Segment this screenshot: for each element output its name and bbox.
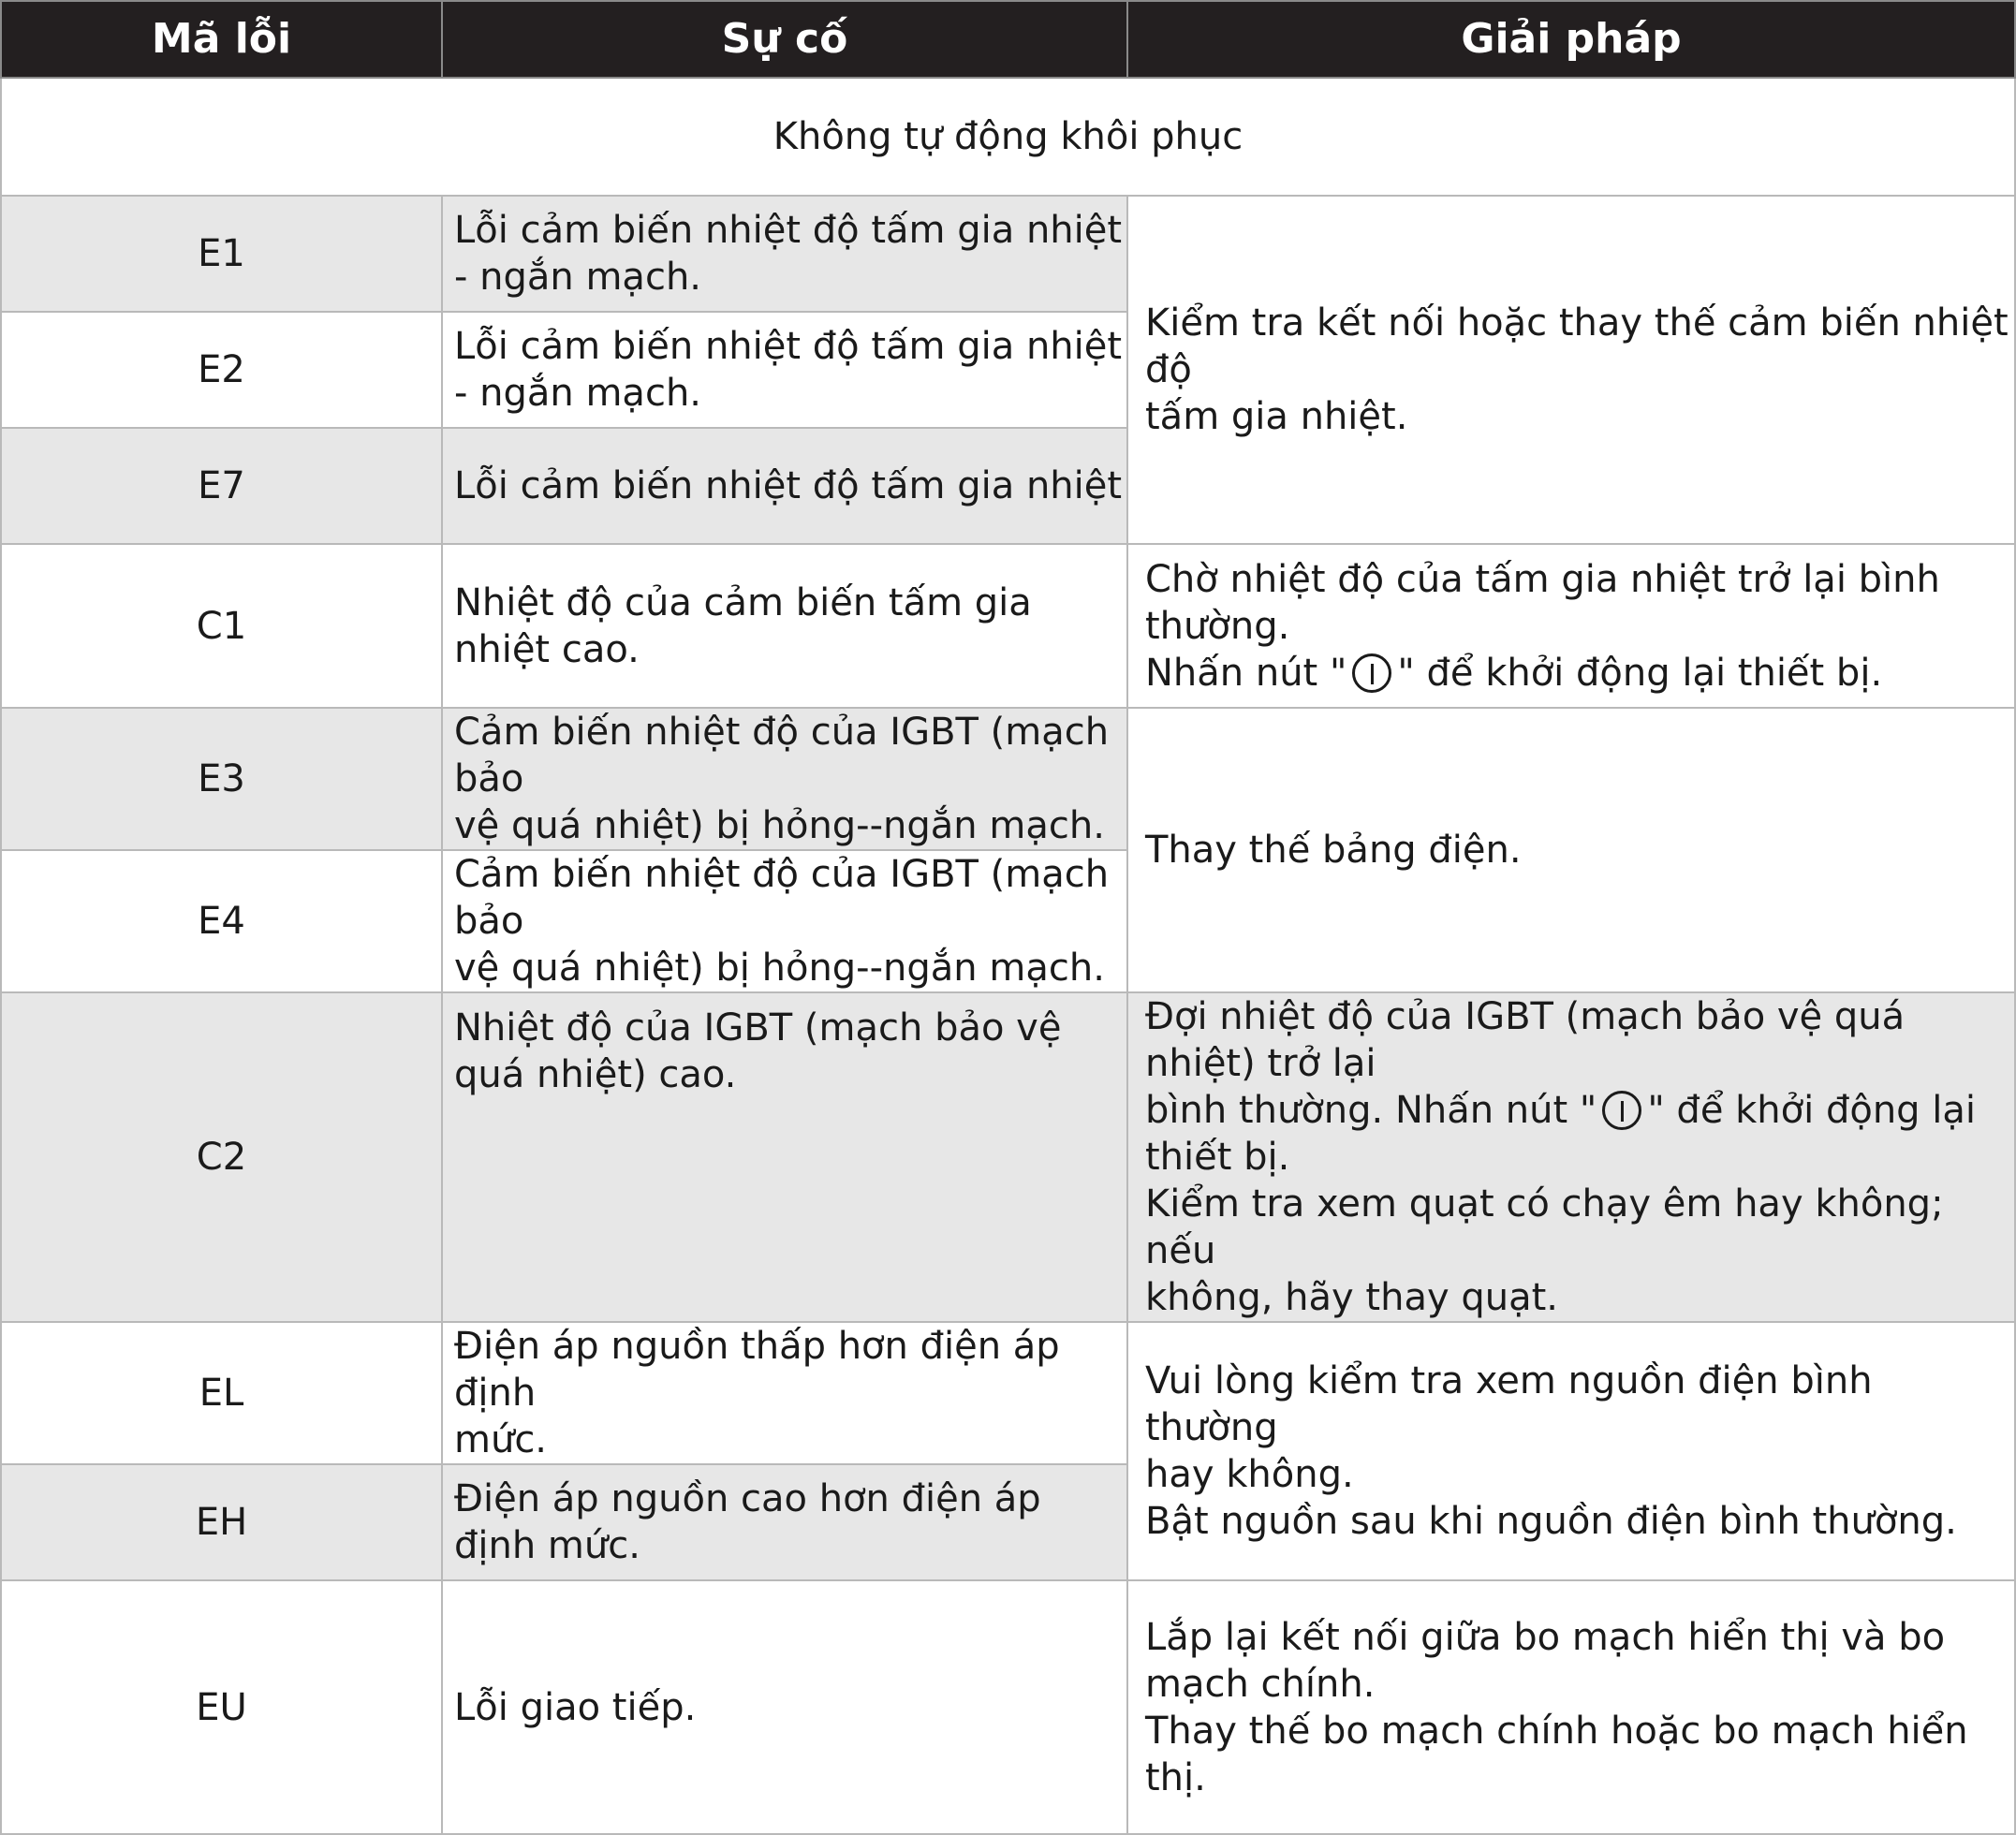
solution-line: Nhấn nút "	[1145, 651, 1347, 695]
solution-line: Bật nguồn sau khi nguồn điện bình thường.	[1145, 1500, 1957, 1543]
table-row	[1, 708, 2015, 850]
issue-text: Lỗi cảm biến nhiệt độ tấm gia nhiệt - ngắn mạch.	[442, 196, 1127, 312]
solution-line: không, hãy thay quạt.	[1145, 1276, 1558, 1319]
solution-line: Kiểm tra kết nối hoặc thay thế cảm biến nhiệt độ	[1145, 301, 2009, 391]
solution-line: Vui lòng kiểm tra xem nguồn điện bình thường	[1145, 1359, 1873, 1449]
error-code: EL	[1, 1322, 442, 1464]
solution-line: Thay thế bo mạch chính hoặc bo mạch hiển thị.	[1145, 1709, 1968, 1799]
error-code: EU	[1, 1580, 442, 1834]
issue-text: Cảm biến nhiệt độ của IGBT (mạch bảo vệ quá nhiệt) bị hỏng--ngắn mạch.	[442, 850, 1127, 992]
issue-text: Lỗi cảm biến nhiệt độ tấm gia nhiệt	[442, 428, 1127, 544]
error-code: E3	[1, 708, 442, 850]
solution-line: Kiểm tra xem quạt có chạy êm hay không; nếu	[1145, 1182, 1944, 1272]
solution-line: Lắp lại kết nối giữa bo mạch hiển thị và bo mạch chính.	[1145, 1615, 1946, 1706]
error-code: E4	[1, 850, 442, 992]
solution-cell	[1127, 544, 2015, 708]
power-button-icon	[1602, 1091, 1641, 1130]
table-row	[1, 1580, 2015, 1834]
solution-line: Đợi nhiệt độ của IGBT (mạch bảo vệ quá nhiệt) trở lại	[1145, 995, 1906, 1085]
header-code: Mã lỗi	[1, 1, 442, 78]
solution-cell	[1127, 708, 2015, 992]
issue-text: Nhiệt độ của IGBT (mạch bảo vệ quá nhiệt) cao.	[442, 992, 1127, 1322]
solution-cell	[1127, 1322, 2015, 1580]
issue-text: Nhiệt độ của cảm biến tấm gia nhiệt cao.	[442, 544, 1127, 708]
error-code: C1	[1, 544, 442, 708]
issue-text: Lỗi giao tiếp.	[442, 1580, 1127, 1834]
solution-cell	[1127, 992, 2015, 1322]
error-code: C2	[1, 992, 442, 1322]
solution-line: bình thường. Nhấn nút "	[1145, 1089, 1597, 1132]
table-row	[1, 196, 2015, 312]
issue-text: Điện áp nguồn cao hơn điện áp định mức.	[442, 1464, 1127, 1580]
issue-text: Điện áp nguồn thấp hơn điện áp định mức.	[442, 1322, 1127, 1464]
error-code: E7	[1, 428, 442, 544]
error-code: EH	[1, 1464, 442, 1580]
error-code: E2	[1, 312, 442, 428]
header-solution: Giải pháp	[1127, 1, 2015, 78]
table-row	[1, 544, 2015, 708]
solution-cell	[1127, 1580, 2015, 1834]
solution-line: " để khởi động lại thiết bị.	[1397, 651, 1883, 695]
solution-line: " để khởi động lại thiết bị.	[1145, 1089, 1977, 1179]
table-row	[1, 1322, 2015, 1464]
solution-line: Thay thế bảng điện.	[1145, 829, 1522, 872]
issue-text: Cảm biến nhiệt độ của IGBT (mạch bảo vệ quá nhiệt) bị hỏng--ngắn mạch.	[442, 708, 1127, 850]
issue-text: Lỗi cảm biến nhiệt độ tấm gia nhiệt - ngắn mạch.	[442, 312, 1127, 428]
header-issue: Sự cố	[442, 1, 1127, 78]
solution-line: tấm gia nhiệt.	[1145, 395, 1408, 438]
table-row	[1, 992, 2015, 1322]
solution-line: hay không.	[1145, 1453, 1354, 1496]
error-code: E1	[1, 196, 442, 312]
solution-cell	[1127, 196, 2015, 544]
header-row	[1, 1, 2015, 78]
group-row	[1, 78, 2015, 196]
power-button-icon	[1352, 653, 1391, 693]
solution-line: Chờ nhiệt độ của tấm gia nhiệt trở lại bình thường.	[1145, 557, 1940, 648]
group-label: Không tự động khôi phục	[1, 78, 2015, 196]
